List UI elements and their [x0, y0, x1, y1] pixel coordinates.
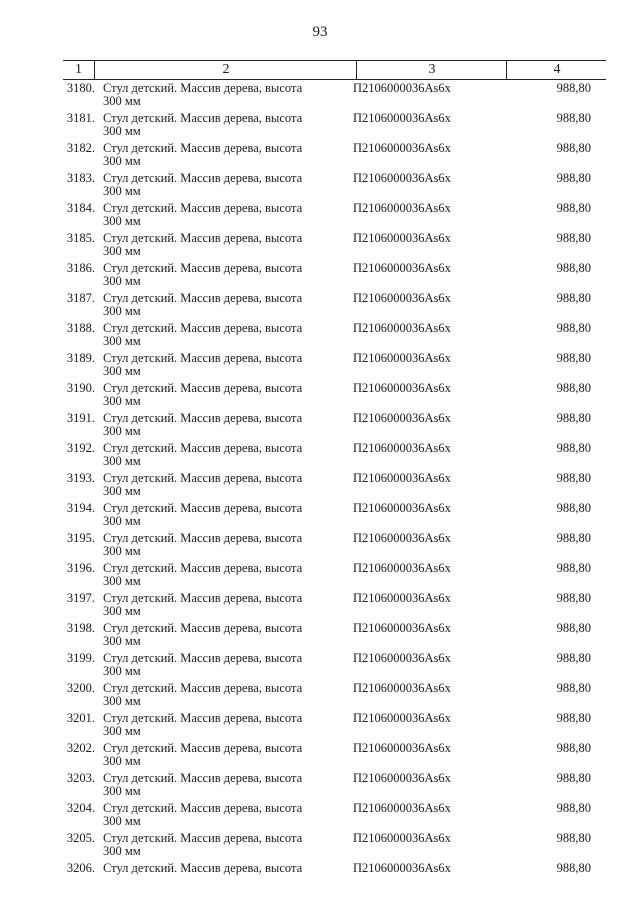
- table-row: [63, 710, 606, 740]
- item-name: [103, 142, 323, 168]
- item-name: [103, 772, 323, 798]
- item-name-line-1: Стул детский. Массив дерева, высота: [103, 231, 303, 245]
- item-code: П2106000036Аs6x: [353, 711, 451, 725]
- row-number: 3196.: [66, 561, 95, 575]
- item-price: 988,80: [556, 651, 591, 665]
- item-price: 988,80: [556, 81, 591, 95]
- item-name: [103, 832, 323, 858]
- item-name-line-2: 300 мм: [103, 214, 141, 228]
- item-name-line-1: Стул детский. Массив дерева, высота: [103, 651, 303, 665]
- table-row: [63, 290, 606, 320]
- item-price: 988,80: [556, 411, 591, 425]
- item-name-line-1: Стул детский. Массив дерева, высота: [103, 591, 303, 605]
- item-name-line-2: 300 мм: [103, 274, 141, 288]
- item-name: [103, 712, 323, 738]
- item-code: П2106000036Аs6x: [353, 861, 451, 875]
- item-name-line-1: Стул детский. Массив дерева, высота: [103, 261, 303, 275]
- item-name-line-1: Стул детский. Массив дерева, высота: [103, 321, 303, 335]
- table-row: [63, 170, 606, 200]
- row-number: 3183.: [66, 171, 95, 185]
- item-name-line-2: 300 мм: [103, 544, 141, 558]
- item-code: П2106000036Аs6x: [353, 321, 451, 335]
- table-row: [63, 200, 606, 230]
- table-body: [63, 80, 606, 890]
- item-price: 988,80: [556, 501, 591, 515]
- item-price: 988,80: [556, 351, 591, 365]
- row-number: 3189.: [66, 351, 95, 365]
- item-name-line-2: 300 мм: [103, 304, 141, 318]
- item-name: [103, 562, 323, 588]
- row-number: 3197.: [66, 591, 95, 605]
- table-row: [63, 560, 606, 590]
- item-name-line-2: 300 мм: [103, 784, 141, 798]
- row-number: 3188.: [66, 321, 95, 335]
- item-name-line-2: 300 мм: [103, 844, 141, 858]
- item-name: [103, 262, 323, 288]
- item-price: 988,80: [556, 441, 591, 455]
- item-code: П2106000036Аs6x: [353, 441, 451, 455]
- row-number: 3202.: [66, 741, 95, 755]
- item-code: П2106000036Аs6x: [353, 111, 451, 125]
- table-row: [63, 680, 606, 710]
- item-name: [103, 442, 323, 468]
- row-number: 3186.: [66, 261, 95, 275]
- table-row: [63, 470, 606, 500]
- item-name: [103, 322, 323, 348]
- item-name-line-1: Стул детский. Массив дерева, высота: [103, 801, 303, 815]
- item-code: П2106000036Аs6x: [353, 801, 451, 815]
- item-code: П2106000036Аs6x: [353, 411, 451, 425]
- table-row: [63, 320, 606, 350]
- item-code: П2106000036Аs6x: [353, 381, 451, 395]
- item-name: [103, 652, 323, 678]
- item-name-line-1: Стул детский. Массив дерева, высота: [103, 381, 303, 395]
- table-row: [63, 380, 606, 410]
- item-name-line-2: 300 мм: [103, 334, 141, 348]
- table-header: [63, 60, 606, 80]
- item-name-line-1: Стул детский. Массив дерева, высота: [103, 771, 303, 785]
- row-number: 3198.: [66, 621, 95, 635]
- item-code: П2106000036Аs6x: [353, 261, 451, 275]
- item-name-line-2: 300 мм: [103, 424, 141, 438]
- item-name-line-1: Стул детский. Массив дерева, высота: [103, 501, 303, 515]
- item-name: [103, 592, 323, 618]
- item-name-line-1: Стул детский. Массив дерева, высота: [103, 681, 303, 695]
- item-price: 988,80: [556, 861, 591, 875]
- item-name-line-2: 300 мм: [103, 364, 141, 378]
- item-name-line-2: 300 мм: [103, 814, 141, 828]
- item-code: П2106000036Аs6x: [353, 561, 451, 575]
- item-code: П2106000036Аs6x: [353, 351, 451, 365]
- item-name-line-1: Стул детский. Массив дерева, высота: [103, 711, 303, 725]
- item-code: П2106000036Аs6x: [353, 831, 451, 845]
- item-price: 988,80: [556, 831, 591, 845]
- item-name-line-2: 300 мм: [103, 244, 141, 258]
- item-price: 988,80: [556, 321, 591, 335]
- item-name: [103, 472, 323, 498]
- table-row: [63, 260, 606, 290]
- item-name-line-1: Стул детский. Массив дерева, высота: [103, 621, 303, 635]
- item-price: 988,80: [556, 681, 591, 695]
- item-code: П2106000036Аs6x: [353, 291, 451, 305]
- item-name: [103, 532, 323, 558]
- item-price: 988,80: [556, 141, 591, 155]
- item-name-line-1: Стул детский. Массив дерева, высота: [103, 111, 303, 125]
- table-row: [63, 80, 606, 110]
- item-code: П2106000036Аs6x: [353, 741, 451, 755]
- item-price: 988,80: [556, 621, 591, 635]
- item-name-line-2: 300 мм: [103, 754, 141, 768]
- table-row: [63, 590, 606, 620]
- item-name-line-1: Стул детский. Массив дерева, высота: [103, 861, 303, 875]
- item-name: [103, 352, 323, 378]
- table-row: [63, 620, 606, 650]
- item-price: 988,80: [556, 171, 591, 185]
- item-name-line-1: Стул детский. Массив дерева, высота: [103, 561, 303, 575]
- table-row: [63, 650, 606, 680]
- table-row: [63, 500, 606, 530]
- item-name: [103, 502, 323, 528]
- column-header-3: 3: [356, 61, 507, 79]
- item-name: [103, 802, 323, 828]
- item-name-line-2: 300 мм: [103, 604, 141, 618]
- row-number: 3199.: [66, 651, 95, 665]
- table-row: [63, 410, 606, 440]
- table-row: [63, 110, 606, 140]
- item-name-line-2: 300 мм: [103, 634, 141, 648]
- item-code: П2106000036Аs6x: [353, 771, 451, 785]
- row-number: 3181.: [66, 111, 95, 125]
- item-price: 988,80: [556, 531, 591, 545]
- item-name: [103, 382, 323, 408]
- column-header-4: 4: [506, 61, 607, 79]
- inventory-table: [63, 60, 606, 890]
- item-code: П2106000036Аs6x: [353, 471, 451, 485]
- item-name: [103, 232, 323, 258]
- item-name-line-1: Стул детский. Массив дерева, высота: [103, 141, 303, 155]
- item-price: 988,80: [556, 561, 591, 575]
- table-row: [63, 230, 606, 260]
- row-number: 3195.: [66, 531, 95, 545]
- row-number: 3192.: [66, 441, 95, 455]
- item-name-line-2: 300 мм: [103, 484, 141, 498]
- item-name-line-2: 300 мм: [103, 514, 141, 528]
- row-number: 3180.: [66, 81, 95, 95]
- row-number: 3205.: [66, 831, 95, 845]
- row-number: 3190.: [66, 381, 95, 395]
- item-price: 988,80: [556, 741, 591, 755]
- item-name: [103, 682, 323, 708]
- item-name-line-2: 300 мм: [103, 94, 141, 108]
- item-name-line-2: 300 мм: [103, 454, 141, 468]
- item-code: П2106000036Аs6x: [353, 591, 451, 605]
- row-number: 3185.: [66, 231, 95, 245]
- item-name-line-1: Стул детский. Массив дерева, высота: [103, 171, 303, 185]
- item-code: П2106000036Аs6x: [353, 531, 451, 545]
- page-number: 93: [312, 24, 328, 40]
- table-row: [63, 860, 606, 890]
- item-price: 988,80: [556, 591, 591, 605]
- item-name: [103, 862, 323, 875]
- row-number: 3191.: [66, 411, 95, 425]
- item-name-line-1: Стул детский. Массив дерева, высота: [103, 81, 303, 95]
- row-number: 3206.: [66, 861, 95, 875]
- row-number: 3203.: [66, 771, 95, 785]
- item-name-line-2: 300 мм: [103, 694, 141, 708]
- item-name-line-1: Стул детский. Массив дерева, высота: [103, 741, 303, 755]
- item-code: П2106000036Аs6x: [353, 81, 451, 95]
- item-name-line-2: 300 мм: [103, 184, 141, 198]
- item-code: П2106000036Аs6x: [353, 621, 451, 635]
- table-row: [63, 350, 606, 380]
- item-code: П2106000036Аs6x: [353, 201, 451, 215]
- item-name-line-2: 300 мм: [103, 724, 141, 738]
- item-name-line-1: Стул детский. Массив дерева, высота: [103, 411, 303, 425]
- item-code: П2106000036Аs6x: [353, 171, 451, 185]
- table-row: [63, 830, 606, 860]
- item-name: [103, 292, 323, 318]
- item-name-line-2: 300 мм: [103, 394, 141, 408]
- item-name-line-1: Стул детский. Массив дерева, высота: [103, 441, 303, 455]
- item-code: П2106000036Аs6x: [353, 681, 451, 695]
- row-number: 3182.: [66, 141, 95, 155]
- item-price: 988,80: [556, 471, 591, 485]
- item-name: [103, 742, 323, 768]
- item-price: 988,80: [556, 261, 591, 275]
- item-price: 988,80: [556, 801, 591, 815]
- item-name-line-1: Стул детский. Массив дерева, высота: [103, 831, 303, 845]
- item-name: [103, 202, 323, 228]
- row-number: 3200.: [66, 681, 95, 695]
- row-number: 3194.: [66, 501, 95, 515]
- row-number: 3184.: [66, 201, 95, 215]
- item-name-line-1: Стул детский. Массив дерева, высота: [103, 291, 303, 305]
- item-name: [103, 172, 323, 198]
- item-name-line-1: Стул детский. Массив дерева, высота: [103, 531, 303, 545]
- item-name: [103, 412, 323, 438]
- item-code: П2106000036Аs6x: [353, 501, 451, 515]
- item-price: 988,80: [556, 771, 591, 785]
- item-code: П2106000036Аs6x: [353, 651, 451, 665]
- item-name: [103, 82, 323, 108]
- item-price: 988,80: [556, 381, 591, 395]
- column-header-1: 1: [75, 62, 82, 77]
- row-number: 3201.: [66, 711, 95, 725]
- column-header-2: 2: [94, 61, 357, 79]
- table-row: [63, 800, 606, 830]
- table-row: [63, 440, 606, 470]
- item-code: П2106000036Аs6x: [353, 141, 451, 155]
- item-price: 988,80: [556, 111, 591, 125]
- item-code: П2106000036Аs6x: [353, 231, 451, 245]
- item-name: [103, 622, 323, 648]
- table-row: [63, 530, 606, 560]
- item-price: 988,80: [556, 231, 591, 245]
- item-name-line-1: Стул детский. Массив дерева, высота: [103, 201, 303, 215]
- row-number: 3204.: [66, 801, 95, 815]
- item-price: 988,80: [556, 711, 591, 725]
- item-price: 988,80: [556, 201, 591, 215]
- item-name-line-1: Стул детский. Массив дерева, высота: [103, 471, 303, 485]
- row-number: 3193.: [66, 471, 95, 485]
- item-price: 988,80: [556, 291, 591, 305]
- item-name-line-2: 300 мм: [103, 664, 141, 678]
- table-row: [63, 770, 606, 800]
- item-name-line-2: 300 мм: [103, 574, 141, 588]
- item-name-line-2: 300 мм: [103, 124, 141, 138]
- row-number: 3187.: [66, 291, 95, 305]
- table-row: [63, 740, 606, 770]
- item-name-line-1: Стул детский. Массив дерева, высота: [103, 351, 303, 365]
- item-name: [103, 112, 323, 138]
- table-row: [63, 140, 606, 170]
- item-name-line-2: 300 мм: [103, 154, 141, 168]
